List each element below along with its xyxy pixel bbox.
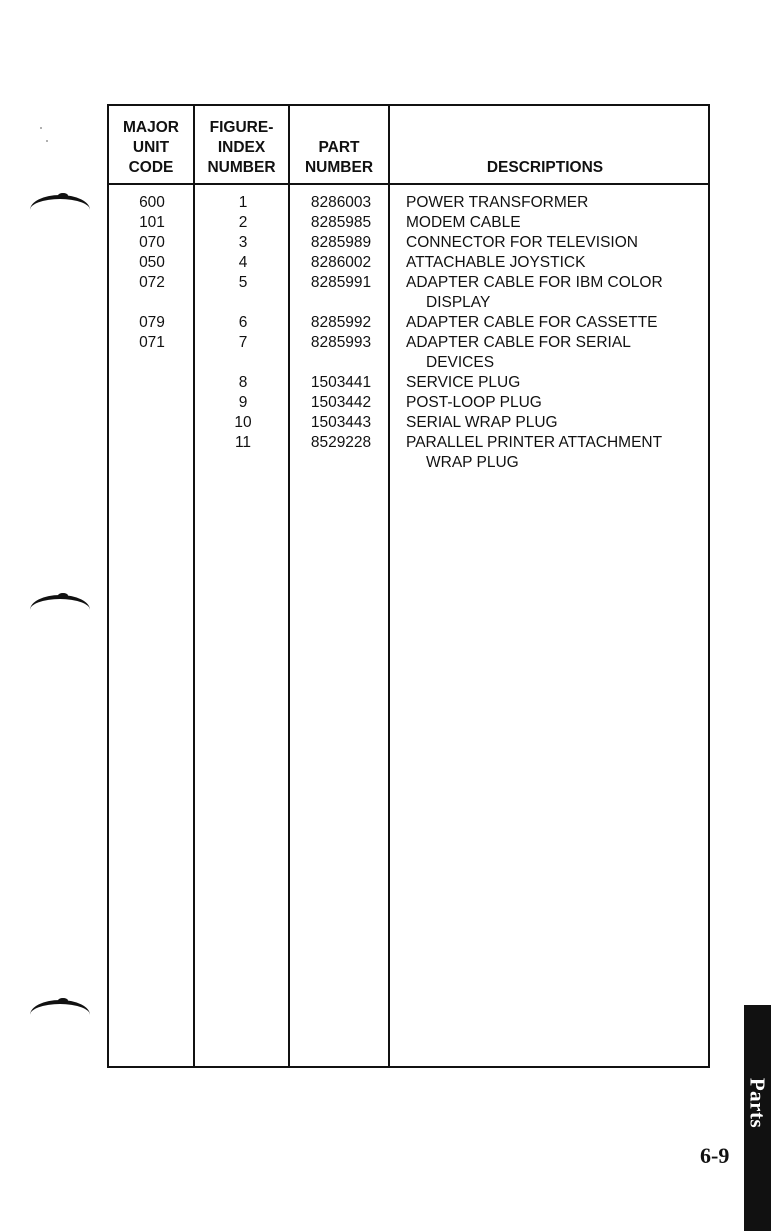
description-cell: DISPLAY [426,294,491,311]
figure-index-cell: 2 [238,214,248,231]
major-unit-code-cell: 071 [139,334,165,351]
header-line: UNIT [132,139,170,156]
description-cell: SERVICE PLUG [406,374,521,391]
part-number-cell: 1503442 [310,394,372,411]
description-cell: PARALLEL PRINTER ATTACHMENT [406,434,663,451]
part-number-cell: 8285993 [310,334,372,351]
table-row [109,213,708,233]
table-row [109,233,708,253]
binder-hole-bottom [30,1000,90,1030]
description-cell: ADAPTER CABLE FOR CASSETTE [406,314,658,331]
header-line: CODE [128,159,174,176]
section-tab [744,1005,771,1231]
description-cell: ADAPTER CABLE FOR IBM COLOR [406,274,663,291]
header-line: MAJOR [123,119,179,136]
description-cell: CONNECTOR FOR TELEVISION [406,234,638,251]
major-unit-code-cell: 101 [139,214,165,231]
binder-hole-top [30,195,90,225]
description-cell: POWER TRANSFORMER [406,194,589,211]
header-line: FIGURE- [209,119,274,136]
table-row-continuation [109,293,708,313]
parts-table [107,104,710,1068]
part-number-cell: 8285991 [310,274,372,291]
figure-index-cell: 8 [238,374,248,391]
table-row [109,193,708,213]
header-major-unit-code [109,116,193,178]
section-tab-label: Parts [745,1077,770,1129]
page-number: 6-9 [700,1143,730,1168]
table-row [109,393,708,413]
major-unit-code-cell: 072 [139,274,165,291]
major-unit-code-cell: 079 [139,314,165,331]
header-figure-index-number [195,116,288,178]
table-row [109,313,708,333]
binder-hole-middle [30,595,90,625]
description-cell: POST-LOOP PLUG [406,394,542,411]
figure-index-cell: 9 [238,394,248,411]
table-row [109,413,708,433]
part-number-cell: 8286003 [310,194,372,211]
description-cell: WRAP PLUG [426,454,519,471]
figure-index-cell: 6 [238,314,248,331]
description-cell: MODEM CABLE [406,214,521,231]
table-row [109,253,708,273]
description-cell: SERIAL WRAP PLUG [406,414,558,431]
scan-speck [40,127,42,129]
part-number-cell: 8285989 [310,234,372,251]
figure-index-cell: 7 [238,334,248,351]
description-cell: DEVICES [426,354,495,371]
header-line: NUMBER [207,159,276,176]
header-divider [109,183,708,185]
part-number-cell: 8285985 [310,214,372,231]
description-cell: ADAPTER CABLE FOR SERIAL [406,334,631,351]
header-descriptions [390,116,700,178]
figure-index-cell: 3 [238,234,248,251]
part-number-cell: 8286002 [310,254,372,271]
figure-index-cell: 11 [234,434,252,451]
table-row [109,373,708,393]
major-unit-code-cell: 600 [139,194,165,211]
header-line: NUMBER [304,159,374,176]
part-number-cell: 8285992 [310,314,372,331]
header-line: INDEX [217,139,266,156]
figure-index-cell: 1 [238,194,248,211]
major-unit-code-cell: 070 [139,234,165,251]
table-row [109,333,708,353]
table-row [109,273,708,293]
part-number-cell: 1503443 [310,414,372,431]
description-cell: ATTACHABLE JOYSTICK [406,254,586,271]
header-line: DESCRIPTIONS [486,159,604,176]
table-row-continuation [109,353,708,373]
part-number-cell: 1503441 [310,374,372,391]
major-unit-code-cell: 050 [139,254,165,271]
figure-index-cell: 5 [238,274,248,291]
part-number-cell: 8529228 [310,434,372,451]
figure-index-cell: 4 [238,254,248,271]
table-row-continuation [109,453,708,473]
table-row [109,433,708,453]
header-line: PART [318,139,360,156]
scan-speck [46,140,48,142]
figure-index-cell: 10 [234,414,252,431]
header-part-number [290,116,388,178]
